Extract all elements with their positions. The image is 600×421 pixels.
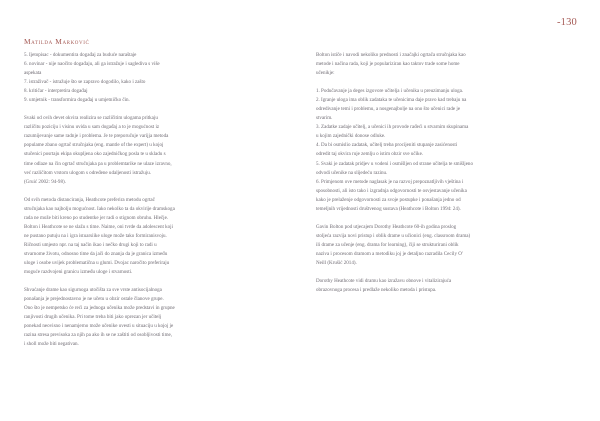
text-line: moguće razdvojeni granicu između uloge i stvarnosti. (24, 269, 133, 276)
list-item: odvodi učenike na slijedeću razinu. (316, 169, 388, 176)
text-line: ponekad neovisno i nenamjerno može učenike uvesti u situaciju u kojoj je (24, 323, 174, 330)
list-item: 6. novinar - nije naočito događaju, ali ga istražuje i saglediva s više (24, 61, 160, 68)
list-item: 3. Zadatke zadaje učitelj, a učenici ih provode rađeći u stvarnim skupinama (316, 124, 469, 131)
text-line: populame zbano ogrtač stručnjaka (eng. mantle of the expert) u kojoj (24, 142, 164, 149)
list-item: 6. Primjenom ove metode naglasak je na razvoj prepoznatljivih vještina i (316, 178, 464, 185)
text-line: razina stresa previsoka za njih pa ako ih se ne zaštiti od osobljivosti time, (24, 332, 173, 339)
text-line: Bolton ističe i navodi nekoliko prednosti i značajki ogrtača stručnjaka kao (316, 52, 466, 58)
text-line: Neill (Krušić 2014). (316, 259, 357, 266)
list-item: aspekata (24, 70, 42, 77)
left-column (24, 51, 270, 349)
list-item: 4. Da bi osmislio zadatak, učitelj treba procijeniti stupanje zasićenosti (316, 142, 458, 149)
text-line: stručnjaka kao najbolju mogućnost. Iako nekolko ta da okvirije dramskoga (24, 205, 175, 212)
paragraph-heathcote (316, 277, 562, 295)
text-line: Od svih metoda distanciranja, Heathcote preferira metodu ogrtač (24, 196, 155, 203)
running-head-author: Matilda Marković (24, 37, 90, 46)
page-number: -130 (556, 17, 577, 28)
text-line: uloge i osobe uvijek problematična u glumi. Dvojac naročito preferiraju (24, 259, 170, 266)
text-line: Ono što je nempetsko će reći za jednoga učenika može predstavi in grupne (24, 305, 175, 312)
text-line: obrazovnoga procesa i predlaže nekoliko metoda i pristupa. (316, 287, 437, 294)
text-line: Gavin Bolton pod utjecajem Dorothy Heathcote 60-ih godina proslog (316, 223, 457, 230)
list-item: sposobnosti, ali isto tako i izgradnja odgovornosti te osvjestavanje učenika (316, 187, 467, 194)
text-line: stučenici posrtaju ekipa okupljena oko zajedničkog posla te u skladu s (24, 151, 166, 158)
list-item: 1. Podučavanje ja deges izgovore učitelja i učenika u preuzimanju uloga. (316, 88, 464, 95)
paragraph-safe-haven (24, 286, 270, 349)
list-item: 5. Svaki je zadatak pridjev u vodeni i osmišljen od strane učitelja te smišljeno (316, 160, 473, 167)
text-line: Dorothy Heathcote vidi dramu kao izražavu obnove i vitalizirajuća (316, 278, 452, 285)
text-line: naziva i procesom dramom a metodiku joj je detaljno razradila Cecily O' (316, 250, 463, 257)
text-line: ili drame za učenje (eng. drama for learning), čiji se strukturirani oblik (316, 241, 459, 248)
text-line: stvarnome životu, odnosno time da jači do znanja da je granica između (24, 250, 168, 257)
list-item: stvarim. (316, 115, 333, 122)
text-line: Svaki od ovih devet okvira realizira se različitim ulogama pritkaju (24, 115, 158, 122)
text-line: time odlaze na čin ogrtač stručnjaka pa u problemtarike ne ulaze izravno, (24, 160, 172, 167)
text-line: razumijevanje same radnje i problema. Je te preporučuje varijja metoda (24, 133, 169, 140)
text-line: učenikje: (316, 70, 335, 77)
text-line: ne pustano putuju na i igra istuarsiike uloge može tako formiranisvoju. (24, 232, 167, 239)
advantages-list (316, 87, 562, 214)
text-line: metode i načina rada, koji je populariziran kao taktov trade some home (316, 61, 460, 68)
paragraph-distancing (24, 196, 270, 277)
list-item: 2. Igranje uloga ima oblik zadataka te učenicima daje pravo kad trebaju na (316, 97, 467, 104)
list-item: u kojim zajednički donose odluke. (316, 133, 386, 140)
text-line: već različitom vrstom ulogom s određene udaljenosti istražuju. (24, 169, 151, 176)
text-line: Bolton i Heathcote se ne slažu s time. Naime, oni tvrde da adolescent koji (24, 223, 173, 230)
text-line: i sholl može biti negativan. (24, 341, 79, 348)
paragraph-gavin-bolton (316, 223, 562, 268)
text-line: Shvaćanje drame kao sigurnoga utočišta za sve vrste antisocijalnoga (24, 287, 162, 294)
text-line: stoljeća razvija novi pristup i oblik drame u učionici (eng. classroom drama) (316, 232, 471, 239)
list-item: odredivanje temi i problemu, a nosgenajbolje na ono što učenici rade je (316, 106, 461, 113)
text-line: (Gruić 2002: 94-98). (24, 178, 66, 185)
roles-list (24, 51, 270, 105)
list-item: 5. Ijetopisac - dokumentira događaj za buduće naraštaje (24, 52, 137, 58)
paragraph-intro (316, 51, 562, 78)
text-line: Ričnosti umjesto npr. na taj način ikao i nečko drugi koji to radi u (24, 241, 157, 248)
text-line: različitu poziciju i visinu uvida u sam događaj a to je mogućnost iz (24, 124, 160, 131)
list-item: odredit taj okvira ruje zemlju o istim obzir sve učike. (316, 151, 424, 158)
right-column (316, 51, 562, 295)
list-item: 8. kritičar - interpretira događaj (24, 88, 88, 95)
list-item: 9. umjetnik - transformira događaj u umjetničko čin. (24, 97, 130, 104)
list-item: kako je prelaženje odgovornosti za svoje postupke i ponašanja jedno od (316, 196, 461, 203)
text-line: ponašanja je prejednostavno je ne učetu u obzir ostale članove grupe. (24, 296, 164, 303)
list-item: 7. istraživač - istražuje što se zapravo dogodilo, kako i zašto (24, 79, 146, 86)
text-line: ranjivosti drugih učenika. Pri tome treba biti jako oprezan jer učitelj (24, 314, 162, 321)
list-item: temeljnih vrijednosti društvenog sustava (Heathcote i Bolton 1994: 24). (316, 205, 461, 212)
paragraph-frames (24, 114, 270, 186)
text-line: rada ne može biti kreno po studentke jer radi o stignom obruhu. Hlečje. (24, 214, 169, 221)
